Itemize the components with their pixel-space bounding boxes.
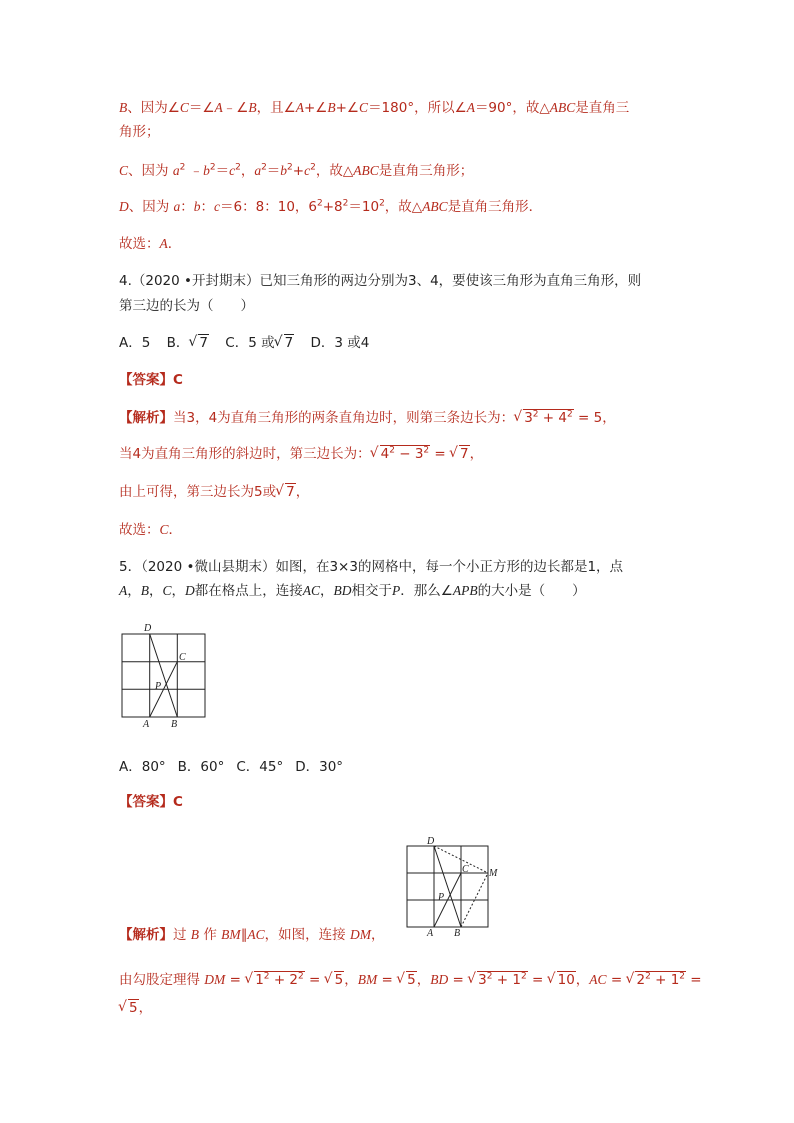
q5-options: A．80° B．60° C．45° D．30° xyxy=(119,759,344,775)
q4-analysis-3: 由上可得，第三边长为5或√ 7， xyxy=(119,482,309,502)
grid-figure-2 xyxy=(396,832,506,942)
q5-analysis-3: √ 5， xyxy=(119,998,152,1018)
option-b-reasoning: B、因为∠C＝∠A﹣∠B，且∠A+∠B+∠C＝180°，所以∠A＝90°，故△ABC是直角三 xyxy=(119,100,630,116)
option-c-reasoning: C、因为 $a^2$ $﹣b^2=c^2$，$a^2=b^2+c^2$，故△ABC是直角三角形； xyxy=(119,162,474,179)
option-d-reasoning: D、因为 a：b：c＝6：8：10，$6^2+8^2=10^2$，故△ABC是直角三角形． xyxy=(119,198,543,215)
label-d: D xyxy=(144,623,152,634)
q5-analysis-1: 【解析】过 B 作 BM∥AC，如图，连接 DM， xyxy=(119,927,385,943)
q4-stem-line1: 4.（2020 •开封期末）已知三角形的两边分别为3、4，要使该三角形为直角三角形，则 xyxy=(119,273,642,289)
q4-options: A．5 B．√ 7 C．5 或√ 7 D．3 或4 xyxy=(119,333,381,353)
label-p: P xyxy=(155,681,162,692)
q4-choose: 故选：C． xyxy=(119,522,183,538)
label-p: P xyxy=(438,892,445,903)
label-d: D xyxy=(427,836,435,847)
label-a: A xyxy=(143,719,150,730)
q4-analysis-1: 【解析】当3，4为直角三角形的两条直角边时，则第三条边长为：√ $3^2 + 4^2 = 5$， xyxy=(119,408,616,428)
choose-a: 故选：A． xyxy=(119,236,182,252)
option-b-reasoning-cont: 角形； xyxy=(119,124,160,140)
segment-bd xyxy=(150,634,178,717)
label-c: C xyxy=(179,652,186,663)
answer-tag: 【答案】 xyxy=(119,372,173,388)
label-b: B xyxy=(171,719,178,730)
grid-figure-1 xyxy=(115,618,215,730)
answer-value: C xyxy=(173,794,183,810)
q5-stem-line1: 5．（2020 •微山县期末）如图，在3×3的网格中，每一个小正方形的边长都是1，点 xyxy=(119,559,624,575)
q4-stem-line2: 第三边的长为（ ） xyxy=(119,298,254,314)
q5-stem-line2: A，B，C，D都在格点上，连接AC，BD相交于P．那么∠APB的大小是（ ） xyxy=(119,583,586,599)
label-m: M xyxy=(489,868,498,879)
label-b: B xyxy=(454,928,461,939)
answer-tag: 【答案】 xyxy=(119,794,173,810)
q4-answer xyxy=(119,370,183,390)
answer-value: C xyxy=(173,372,183,388)
label-c: C xyxy=(462,864,469,875)
label-a: A xyxy=(427,928,434,939)
q5-analysis-2: 由勾股定理得 DM = √ $1^2 + 2^2$ = √ 5，BM = √ 5，BD = √ $3^2 + 1^2$ = √ 10，AC = √ $2^2 + 1^2$ = xyxy=(119,970,702,990)
q4-analysis-2: 当4为直角三角形的斜边时，第三边长为：√ $4^2 - 3^2$ = √ 7， xyxy=(119,444,483,464)
q5-answer xyxy=(119,792,183,812)
